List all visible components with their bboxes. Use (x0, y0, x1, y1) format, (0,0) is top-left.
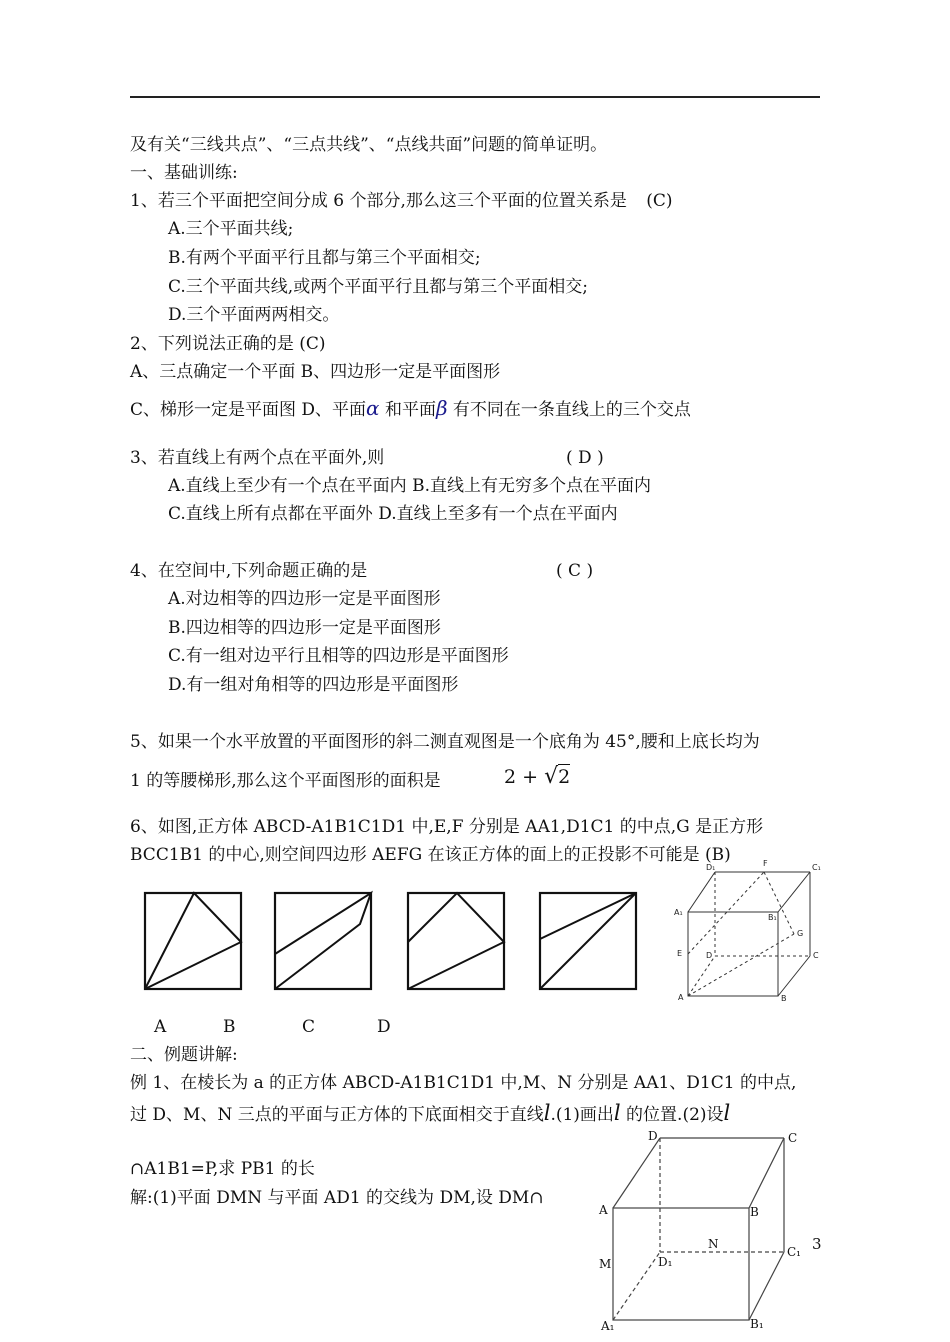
line-l-symbol: l (543, 1101, 551, 1125)
cube-label-b: B (781, 994, 787, 1003)
q4-option-c: C.有一组对边平行且相等的四边形是平面图形 (168, 646, 509, 666)
expr-radicand: 2 (558, 766, 571, 788)
q4-answer: ( C ) (556, 561, 594, 581)
figure-label-d: D (377, 1017, 391, 1037)
figure-label-b: B (223, 1017, 236, 1037)
figure-option-d (535, 888, 645, 994)
section1-heading: 一、基础训练: (130, 163, 238, 183)
alpha-symbol: α (366, 396, 380, 420)
ex-cube-label-n: N (708, 1237, 719, 1251)
q6-line1: 6、如图,正方体 ABCD-A1B1C1D1 中,E,F 分别是 AA1,D1C1 的中点,G 是正方形 (130, 817, 764, 837)
ex1-cube-figure (596, 1126, 830, 1340)
figure-option-b (270, 888, 380, 994)
q3-stem: 3、若直线上有两个点在平面外,则 (130, 448, 385, 468)
q2-line2 (130, 397, 691, 421)
q4-option-a: A.对边相等的四边形一定是平面图形 (168, 589, 441, 609)
cube-label-g: G (797, 929, 804, 938)
header-rule (130, 96, 820, 98)
cube-label-e: E (677, 949, 683, 958)
q3-options-row1: A.直线上至少有一个点在平面内 B.直线上有无穷多个点在平面内 (168, 476, 651, 496)
q1-stem (130, 190, 673, 212)
q2-stem: 2、下列说法正确的是 (C) (130, 334, 326, 354)
cube-label-a: A (678, 993, 684, 1002)
ex-cube-label-m: M (599, 1257, 612, 1271)
cube-label-a1: A₁ (674, 908, 683, 917)
page-number: 3 (812, 1235, 822, 1253)
ex1-line2 (130, 1102, 730, 1126)
cube-label-c1: C₁ (812, 863, 821, 872)
ex-cube-label-d1: D₁ (658, 1255, 673, 1269)
figure-label-c: C (302, 1017, 316, 1037)
q2-line1: A、三点确定一个平面 B、四边形一定是平面图形 (130, 362, 501, 382)
ex1-line3: ∩A1B1=P,求 PB1 的长 (130, 1159, 315, 1179)
q1-option-b: B.有两个平面平行且都与第三个平面相交; (168, 248, 481, 268)
cube-label-c: C (813, 951, 819, 960)
figure-option-c (403, 888, 513, 994)
cube-label-f: F (763, 859, 768, 868)
q4-option-d: D.有一组对角相等的四边形是平面图形 (168, 675, 459, 695)
figure-label-a: A (154, 1017, 167, 1037)
ex-cube-label-c: C (788, 1131, 798, 1145)
q3-options-row2: C.直线上所有点都在平面外 D.直线上至多有一个点在平面内 (168, 504, 618, 524)
sqrt-symbol: √ (544, 764, 559, 789)
q1-option-d: D.三个平面两两相交。 (168, 305, 340, 325)
cube-label-b1: B₁ (768, 913, 777, 922)
ex1-line2-post: 的位置.(2)设 (620, 1105, 724, 1125)
line-l-symbol-2: l (613, 1101, 621, 1125)
cube-label-d1: D₁ (706, 863, 716, 872)
q3-answer: ( D ) (566, 448, 604, 468)
q4-option-b: B.四边相等的四边形一定是平面图形 (168, 618, 441, 638)
q1-option-c: C.三个平面共线,或两个平面平行且都与第三个平面相交; (168, 277, 588, 297)
intro-text: 及有关“三线共点”、“三点共线”、“点线共面”问题的简单证明。 (130, 135, 608, 155)
ex-cube-label-a: A (599, 1203, 608, 1217)
line-l-symbol-3: l (723, 1101, 731, 1125)
ex-cube-label-d: D (648, 1129, 658, 1143)
section2-heading: 二、例题讲解: (130, 1045, 238, 1065)
ex1-line2-pre: 过 D、M、N 三点的平面与正方体的下底面相交于直线 (130, 1105, 544, 1125)
beta-symbol: β (435, 396, 448, 420)
q4-stem: 4、在空间中,下列命题正确的是 (130, 561, 368, 581)
cube-label-d: D (706, 951, 713, 960)
q6-cube-figure (670, 856, 830, 1006)
ex-cube-label-c1: C₁ (787, 1245, 801, 1259)
figure-option-a (140, 888, 250, 994)
ex-cube-label-b1: B₁ (750, 1317, 764, 1331)
q5-line2: 1 的等腰梯形,那么这个平面图形的面积是 (130, 771, 441, 791)
q5-answer-expression (504, 764, 570, 790)
ex1-line1: 例 1、在棱长为 a 的正方体 ABCD-A1B1C1D1 中,M、N 分别是 AA1、D1C1 的中点, (130, 1073, 797, 1093)
ex1-line2-mid: .(1)画出 (550, 1105, 614, 1125)
ex1-solution-line: 解:(1)平面 DMN 与平面 AD1 的交线为 DM,设 DM∩ (130, 1188, 544, 1208)
q1-answer: (C) (646, 191, 673, 211)
q1-stem-text: 1、若三个平面把空间分成 6 个部分,那么这三个平面的位置关系是 (130, 191, 627, 211)
ex-cube-label-a1: A₁ (601, 1319, 615, 1333)
q2-line2-post: 有不同在一条直线上的三个交点 (447, 400, 691, 420)
ex-cube-label-b: B (750, 1205, 759, 1219)
q2-line2-pre: C、梯形一定是平面图 D、平面 (130, 400, 367, 420)
q2-line2-mid: 和平面 (379, 400, 436, 420)
q1-option-a: A.三个平面共线; (168, 219, 294, 239)
q5-line1: 5、如果一个水平放置的平面图形的斜二测直观图是一个底角为 45°,腰和上底长均为 (130, 732, 760, 752)
q6-line2: BCC1B1 的中心,则空间四边形 AEFG 在该正方体的面上的正投影不可能是 (B) (130, 845, 731, 865)
expr-two-plus: 2 + (504, 766, 545, 788)
